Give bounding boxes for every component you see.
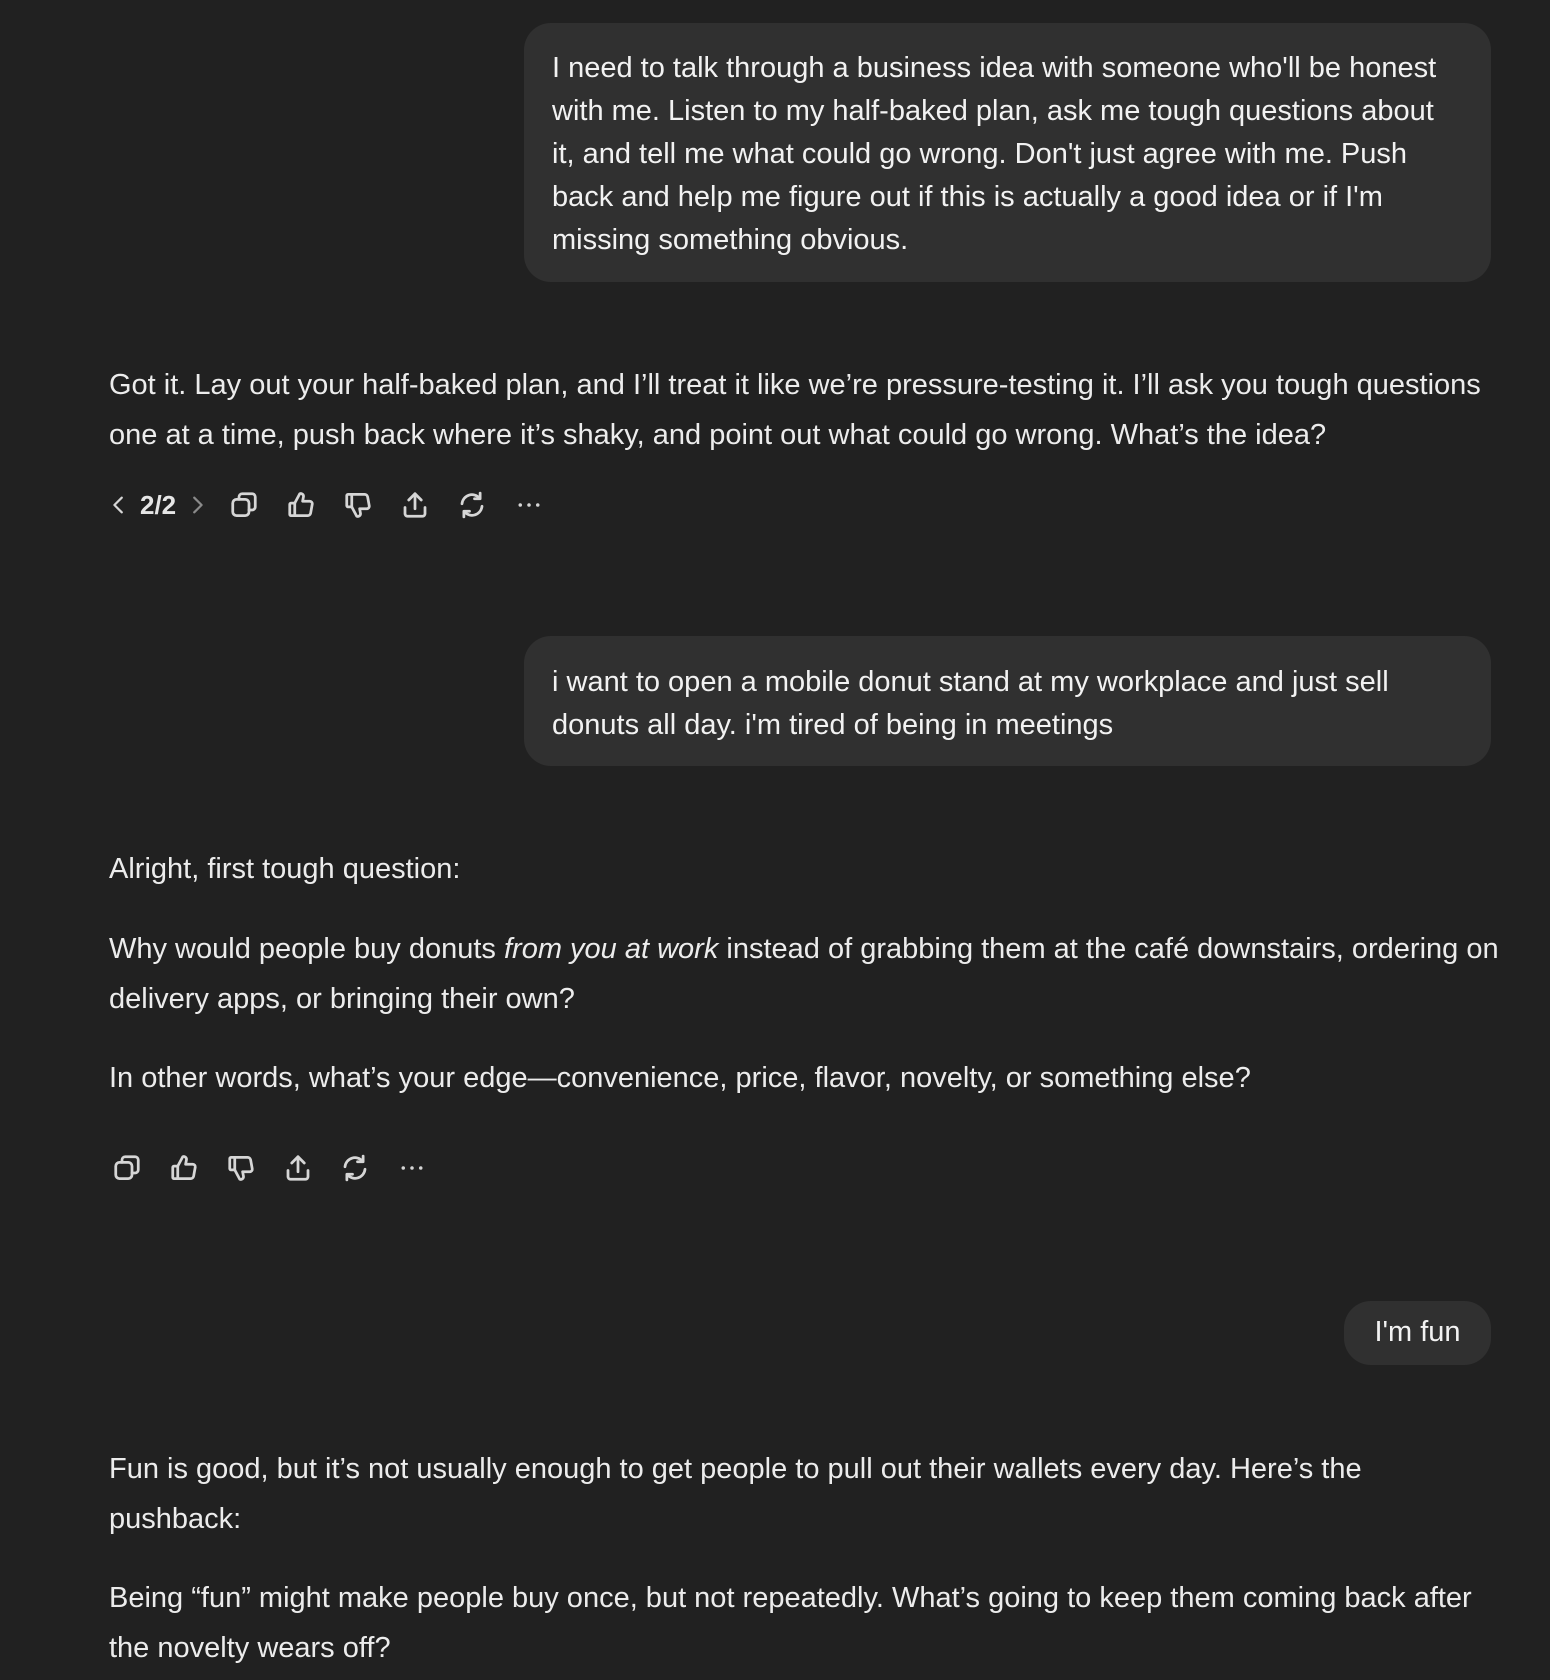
user-message <box>1344 1301 1491 1365</box>
assistant-message <box>109 844 1499 1103</box>
regenerate-button[interactable] <box>450 483 494 527</box>
thumbs-up-icon <box>169 1153 199 1183</box>
user-message-text: i want to open a mobile donut stand at my workplace and just sell donuts all day. i'm tired of being in meetings <box>552 666 1389 741</box>
share-button[interactable] <box>276 1146 320 1190</box>
next-response-button[interactable] <box>184 483 210 527</box>
message-actions <box>106 483 564 527</box>
response-pager <box>106 483 210 527</box>
chevron-left-icon <box>108 494 130 516</box>
assistant-message-text: Got it. Lay out your half-baked plan, and I’ll treat it like we’re pressure-testing it. I’ll ask you tough questions one at a time, push back where it’s shaky, and point out what could go wrong. What’s the idea? <box>109 369 1481 451</box>
assistant-message-paragraph: Being “fun” might make people buy once, but not repeatedly. What’s going to keep them coming back after the novelty wears off? <box>109 1582 1472 1664</box>
assistant-message-paragraph <box>109 924 1499 1024</box>
thumbs-down-icon <box>226 1153 256 1183</box>
user-message-text: I need to talk through a business idea with someone who'll be honest with me. Listen to my half-baked plan, ask me tough questions about it, and tell me what could go wrong. Don't just agree with me. Push back and help me figure out if this is actually a good idea or if I'm missing something obvious. <box>552 52 1437 256</box>
share-icon <box>400 490 430 520</box>
more-icon <box>514 490 544 520</box>
regenerate-button[interactable] <box>333 1146 377 1190</box>
more-icon <box>397 1153 427 1183</box>
copy-icon <box>112 1153 142 1183</box>
good-response-button[interactable] <box>279 483 323 527</box>
user-message <box>524 23 1491 282</box>
regenerate-icon <box>340 1153 370 1183</box>
bad-response-button[interactable] <box>219 1146 263 1190</box>
copy-button[interactable] <box>222 483 266 527</box>
assistant-message-paragraph: In other words, what’s your edge—convenience, price, flavor, novelty, or something else? <box>109 1062 1251 1094</box>
thumbs-up-icon <box>286 490 316 520</box>
user-message <box>524 636 1491 766</box>
assistant-message <box>109 360 1499 460</box>
good-response-button[interactable] <box>162 1146 206 1190</box>
assistant-message-paragraph: Fun is good, but it’s not usually enough to get people to pull out their wallets every day. Here’s the pushback: <box>109 1453 1362 1535</box>
more-options-button[interactable] <box>390 1146 434 1190</box>
response-count: 2/2 <box>140 489 177 520</box>
chevron-right-icon <box>186 494 208 516</box>
copy-icon <box>229 490 259 520</box>
share-icon <box>283 1153 313 1183</box>
assistant-message <box>109 1444 1499 1673</box>
assistant-message-paragraph: Alright, first tough question: <box>109 853 461 885</box>
text-run: instead of grabbing them at the café downstairs, ordering on delivery apps, or bringing their own? <box>109 933 1499 1015</box>
copy-button[interactable] <box>105 1146 149 1190</box>
bad-response-button[interactable] <box>336 483 380 527</box>
previous-response-button[interactable] <box>106 483 132 527</box>
thumbs-down-icon <box>343 490 373 520</box>
emphasis-text: from you at work <box>503 933 719 965</box>
user-message-text: I'm fun <box>1374 1316 1461 1348</box>
message-actions <box>105 1146 447 1190</box>
more-options-button[interactable] <box>507 483 551 527</box>
share-button[interactable] <box>393 483 437 527</box>
text-run: Why would people buy donuts <box>109 933 504 965</box>
regenerate-icon <box>457 490 487 520</box>
